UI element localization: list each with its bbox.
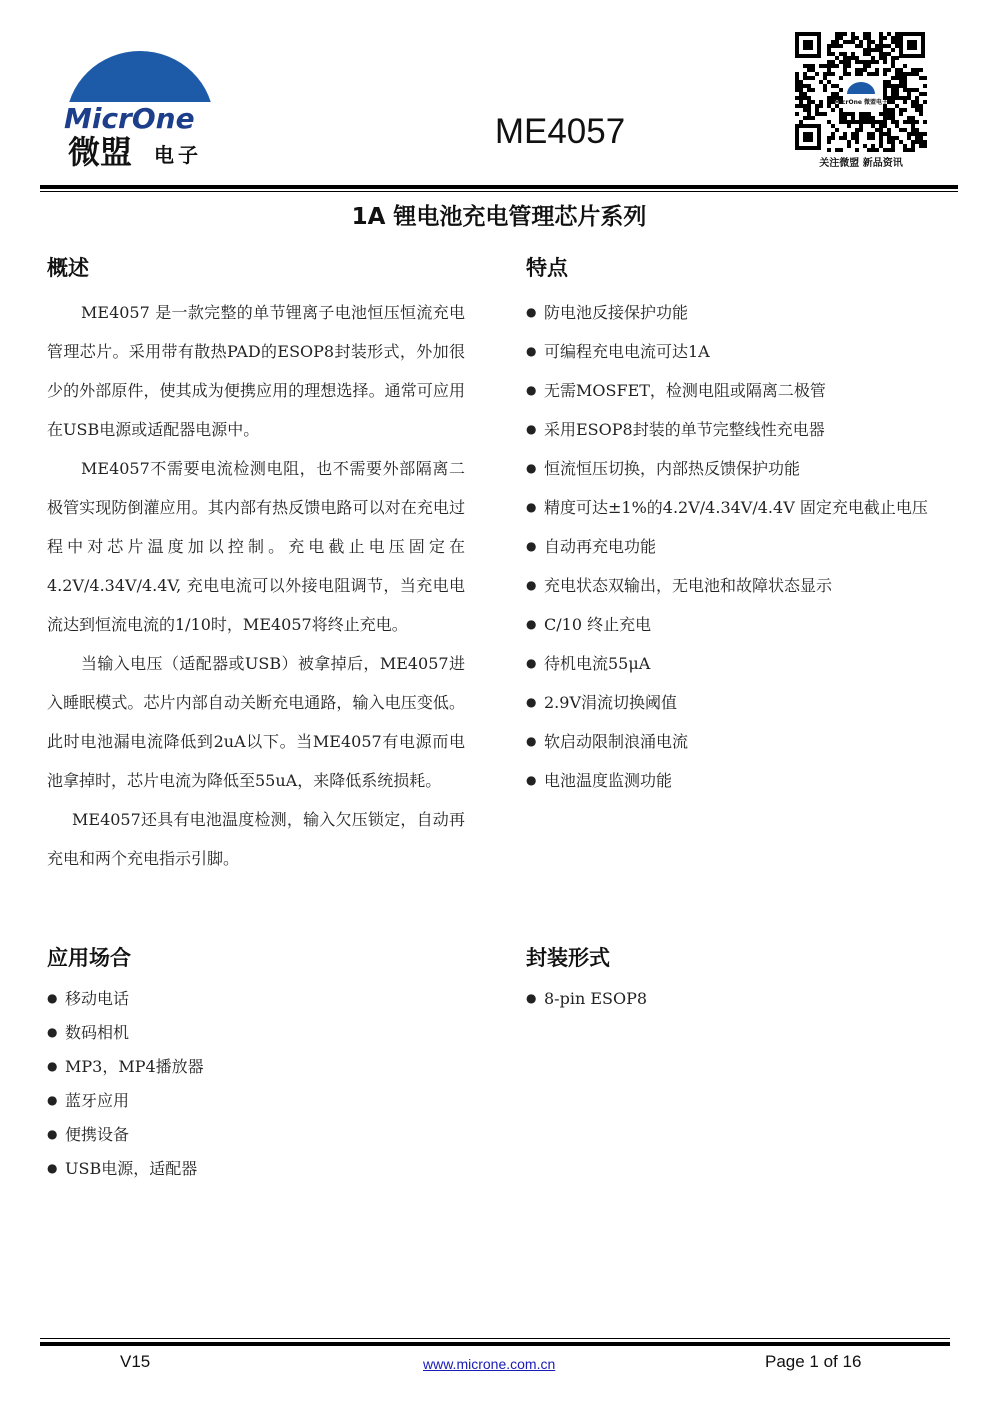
list-item: ● 充电状态双输出，无电池和故障状态显示 xyxy=(526,566,956,605)
bullet-icon: ● xyxy=(526,539,537,553)
list-item: ● 8-pin ESOP8 xyxy=(526,981,946,1015)
bullet-icon: ● xyxy=(526,500,537,514)
overview-paragraph-2: ME4057不需要电流检测电阻，也不需要外部隔离二极管实现防倒灌应用。其内部有热反馈电路可以对在充电过程中对芯片温度加以控制。充电截止电压固定在4.2V/4.34V/4.4V, 充电电流可以外接电阻调节，当充电电流达到恒流电流的1/10时，ME4057将终止充电。 xyxy=(47,459,465,634)
model-number: ME4057 xyxy=(494,112,626,151)
list-item: ● 精度可达±1%的4.2V/4.34V/4.4V 固定充电截止电压 xyxy=(526,488,956,527)
list-item: ● 2.9V涓流切换阈值 xyxy=(526,683,956,722)
bullet-icon: ● xyxy=(526,991,537,1005)
list-item: ● 便携设备 xyxy=(47,1117,467,1151)
list-item: ● 防电池反接保护功能 xyxy=(526,293,956,332)
list-item: ● 电池温度监测功能 xyxy=(526,761,956,800)
bullet-icon: ● xyxy=(47,1161,58,1175)
bullet-icon: ● xyxy=(526,695,537,709)
list-item: ● 自动再充电功能 xyxy=(526,527,956,566)
package-list xyxy=(526,981,946,1015)
overview-paragraph-1: ME4057 是一款完整的单节锂离子电池恒压恒流充电管理芯片。采用带有散热PAD的ESOP8封装形式，外加很少的外部原件，使其成为便携应用的理想选择。通常可应用在USB电源或适配器电源中。 xyxy=(47,303,465,439)
bullet-icon: ● xyxy=(526,656,537,670)
overview-paragraph-3: 当输入电压（适配器或USB）被拿掉后，ME4057进入睡眠模式。芯片内部自动关断充电通路，输入电压变低。此时电池漏电流降低到2uA以下。当ME4057有电源而电池拿掉时，芯片电流为降低至55uA，来降低系统损耗。 xyxy=(47,654,465,790)
applications-heading: 应用场合 xyxy=(47,946,131,970)
header-rule-thick xyxy=(40,185,958,189)
overview-paragraph-4: ME4057还具有电池温度检测，输入欠压锁定，自动再充电和两个充电指示引脚。 xyxy=(47,810,465,868)
list-item: ● 数码相机 xyxy=(47,1015,467,1049)
bullet-icon: ● xyxy=(526,734,537,748)
overview-heading: 概述 xyxy=(47,256,89,280)
qr-code xyxy=(793,30,929,172)
list-item: ● 采用ESOP8封装的单节完整线性充电器 xyxy=(526,410,956,449)
package-heading: 封装形式 xyxy=(526,946,610,970)
bullet-icon: ● xyxy=(526,773,537,787)
logo-text-cn: 微盟 xyxy=(68,133,133,171)
bullet-icon: ● xyxy=(526,344,537,358)
bullet-icon: ● xyxy=(47,1093,58,1107)
list-item: ● 无需MOSFET，检测电阻或隔离二极管 xyxy=(526,371,956,410)
bullet-icon: ● xyxy=(526,422,537,436)
company-logo xyxy=(60,38,220,173)
logo-text-en: MicrOne xyxy=(64,102,195,135)
bullet-icon: ● xyxy=(47,1127,58,1141)
list-item: ● USB电源，适配器 xyxy=(47,1151,467,1185)
bullet-icon: ● xyxy=(47,991,58,1005)
footer-page-number: Page 1 of 16 xyxy=(765,1352,862,1371)
footer-website-link[interactable]: www.microne.com.cn xyxy=(423,1356,556,1372)
bullet-icon: ● xyxy=(47,1059,58,1073)
bullet-icon: ● xyxy=(526,383,537,397)
list-item: ● 移动电话 xyxy=(47,981,467,1015)
features-list xyxy=(526,293,956,800)
overview-section xyxy=(47,293,465,878)
qr-code-graphic xyxy=(793,30,929,154)
list-item: ● MP3，MP4播放器 xyxy=(47,1049,467,1083)
bullet-icon: ● xyxy=(526,461,537,475)
list-item: ● 软启动限制浪涌电流 xyxy=(526,722,956,761)
document-title: 1A 锂电池充电管理芯片系列 xyxy=(351,204,647,230)
list-item: ● 蓝牙应用 xyxy=(47,1083,467,1117)
bullet-icon: ● xyxy=(526,617,537,631)
bullet-icon: ● xyxy=(47,1025,58,1039)
list-item: ● C/10 终止充电 xyxy=(526,605,956,644)
logo-text-suffix: 电子 xyxy=(154,143,202,167)
list-item: ● 可编程充电电流可达1A xyxy=(526,332,956,371)
footer-rule-thin xyxy=(40,1338,950,1339)
header-rule-thin xyxy=(40,191,958,192)
list-item: ● 待机电流55μA xyxy=(526,644,956,683)
list-item: ● 恒流恒压切换，内部热反馈保护功能 xyxy=(526,449,956,488)
qr-caption: 关注微盟 新品资讯 xyxy=(819,158,903,169)
footer-version: V15 xyxy=(120,1352,151,1371)
applications-list xyxy=(47,981,467,1185)
bullet-icon: ● xyxy=(526,305,537,319)
bullet-icon: ● xyxy=(526,578,537,592)
features-heading: 特点 xyxy=(526,256,568,280)
logo-graphic xyxy=(60,38,220,173)
footer-rule-thick xyxy=(40,1342,950,1346)
qr-center-text: MicrOne 微盟电子 xyxy=(833,99,889,106)
